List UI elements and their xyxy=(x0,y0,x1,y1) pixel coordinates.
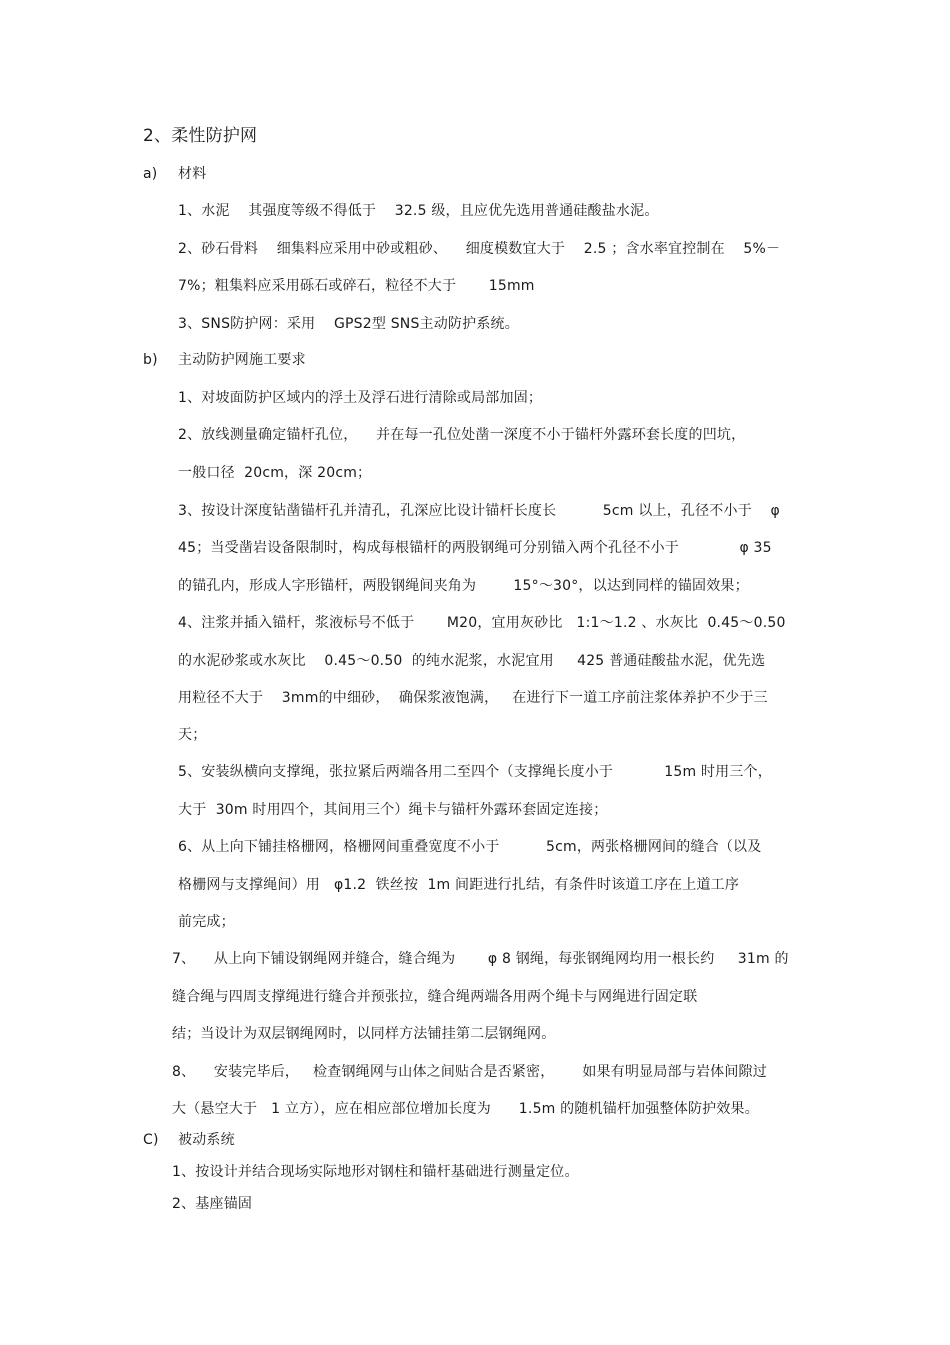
section-a-marker: a) xyxy=(143,166,158,182)
paragraph-line: 2、放线测量确定锚杆孔位， 并在每一孔位处凿一深度不小于锚杆外露环套长度的凹坑， xyxy=(178,427,746,443)
paragraph-line: 8、 安装完毕后， 检查钢绳网与山体之间贴合是否紧密， 如果有明显局部与岩体间隙过 xyxy=(172,1064,767,1080)
paragraph-line: 缝合绳与四周支撑绳进行缝合并预张拉，缝合绳两端各用两个绳卡与网绳进行固定联 xyxy=(172,989,698,1005)
paragraph-line: 4、注浆并插入锚杆，浆液标号不低于 M20，宜用灰砂比 1:1～1.2 、水灰比 0.45～0.50 xyxy=(178,615,786,631)
paragraph-line: 格栅网与支撑绳间）用 φ1.2 铁丝按 1m 间距进行扎结，有条件时该道工序在上道工序 xyxy=(178,877,740,893)
paragraph-line: 7%；粗集料应采用砾石或碎石，粒径不大于 15mm xyxy=(178,278,535,294)
paragraph-line: 大（悬空大于 1 立方），应在相应部位增加长度为 1.5m 的随机锚杆加强整体防护效果。 xyxy=(172,1101,759,1117)
section-a-title: 材料 xyxy=(178,166,207,182)
paragraph-line: 2、基座锚固 xyxy=(172,1196,253,1212)
paragraph-line: 结；当设计为双层钢绳网时，以同样方法铺挂第二层钢绳网。 xyxy=(172,1026,556,1042)
paragraph-line: 3、按设计深度钻凿锚杆孔并清孔，孔深应比设计锚杆长度长 5cm 以上，孔径不小于 φ xyxy=(178,503,780,519)
paragraph-line: 6、从上向下铺挂格栅网，格栅网间重叠宽度不小于 5cm，两张格栅网间的缝合（以及 xyxy=(178,839,762,855)
paragraph-line: 的水泥砂浆或水灰比 0.45～0.50 的纯水泥浆，水泥宜用 425 普通硅酸盐水泥，优先选 xyxy=(178,653,766,669)
section-c-title: 被动系统 xyxy=(178,1132,235,1148)
paragraph-line: 1、水泥 其强度等级不得低于 32.5 级，且应优先选用普通硅酸盐水泥。 xyxy=(178,203,659,219)
paragraph-line: 7、 从上向下铺设钢绳网并缝合，缝合绳为 φ 8 钢绳，每张钢绳网均用一根长约 31m 的 xyxy=(172,951,789,967)
section-b-title: 主动防护网施工要求 xyxy=(178,352,306,368)
paragraph-line: 45；当受凿岩设备限制时，构成每根锚杆的两股钢绳可分别锚入两个孔径不小于 φ 35 xyxy=(178,540,772,556)
paragraph-line: 1、按设计并结合现场实际地形对钢柱和锚杆基础进行测量定位。 xyxy=(172,1164,579,1180)
paragraph-line: 天； xyxy=(178,727,207,743)
section-b-marker: b) xyxy=(143,352,158,368)
paragraph-line: 一般口径 20cm，深 20cm； xyxy=(178,465,372,481)
paragraph-line: 大于 30m 时用四个，其间用三个）绳卡与锚杆外露环套固定连接； xyxy=(178,802,608,818)
section-heading: 2、柔性防护网 xyxy=(143,126,258,146)
paragraph-line: 3、SNS防护网：采用 GPS2型 SNS主动防护系统。 xyxy=(178,316,519,332)
paragraph-line: 的锚孔内，形成人字形锚杆，两股钢绳间夹角为 15°～30°，以达到同样的锚固效果； xyxy=(178,578,749,594)
paragraph-line: 前完成； xyxy=(178,914,235,930)
paragraph-line: 用粒径不大于 3mm的中细砂， 确保浆液饱满， 在进行下一道工序前注浆体养护不少于三 xyxy=(178,690,768,706)
section-c-marker: C) xyxy=(143,1132,159,1148)
paragraph-line: 1、对坡面防护区域内的浮土及浮石进行清除或局部加固； xyxy=(178,390,543,406)
paragraph-line: 5、安装纵横向支撑绳，张拉紧后两端各用二至四个（支撑绳长度小于 15m 时用三个， xyxy=(178,764,772,780)
paragraph-line: 2、砂石骨料 细集料应采用中砂或粗砂、 细度模数宜大于 2.5 ；含水率宜控制在 5%－ xyxy=(178,241,781,257)
